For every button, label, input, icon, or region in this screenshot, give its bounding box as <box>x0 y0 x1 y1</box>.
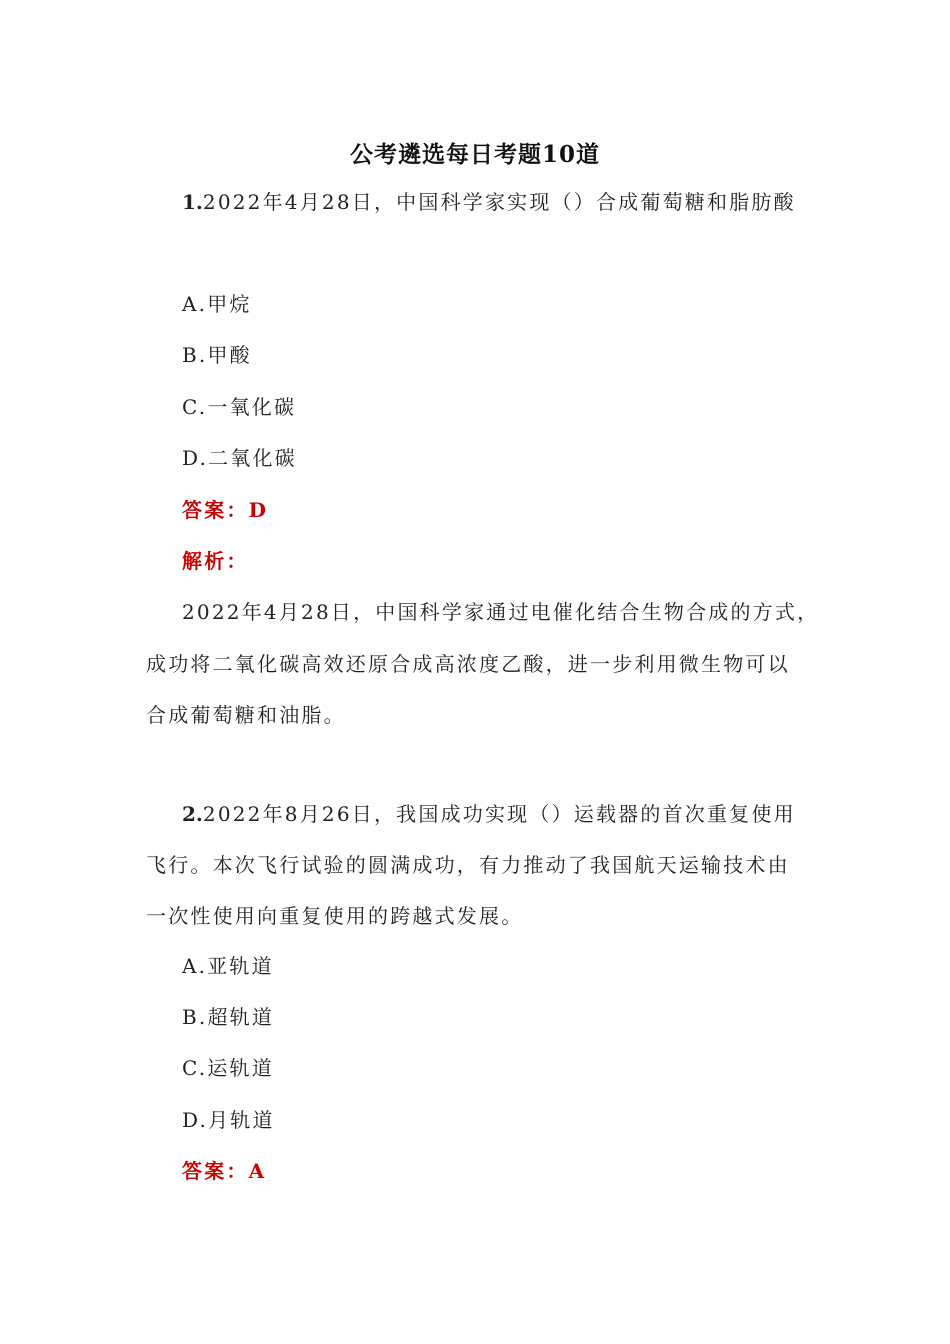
question-1-analysis-line: 成功将二氧化碳高效还原合成高浓度乙酸，进一步利用微生物可以 <box>146 652 790 676</box>
question-1-option-c: C.一氧化碳 <box>182 395 297 419</box>
question-2-option-d: D.月轨道 <box>182 1108 275 1132</box>
question-2-stem-line: 飞行。本次飞行试验的圆满成功，有力推动了我国航天运输技术由 <box>146 853 790 877</box>
question-1-analysis-line: 合成葡萄糖和油脂。 <box>146 703 346 727</box>
question-2-option-a: A.亚轨道 <box>182 954 274 978</box>
question-1-answer: 答案：D <box>182 498 269 522</box>
question-1-option-b: B.甲酸 <box>182 343 252 367</box>
question-2-option-c: C.运轨道 <box>182 1056 274 1080</box>
question-1-stem <box>182 188 796 216</box>
page-title: 公考遴选每日考题10道 <box>349 141 600 168</box>
question-2-option-b: B.超轨道 <box>182 1005 275 1029</box>
question-1-option-d: D.二氧化碳 <box>182 446 297 470</box>
question-1-option-a: A.甲烷 <box>182 292 252 316</box>
question-1-analysis-line: 2022年4月28日，中国科学家通过电催化结合生物合成的方式， <box>182 600 820 624</box>
question-1-text: 2022年4月28日，中国科学家实现（）合成葡萄糖和脂肪酸 <box>202 190 796 214</box>
question-2-answer: 答案：A <box>182 1159 267 1183</box>
question-2-number: 2. <box>182 802 203 826</box>
question-1-analysis-label: 解析： <box>182 549 249 573</box>
question-2-stem <box>182 800 796 828</box>
question-2-stem-line: 一次性使用向重复使用的跨越式发展。 <box>146 904 524 928</box>
question-1-number: 1. <box>182 190 203 214</box>
question-2-text: 2022年8月26日，我国成功实现（）运载器的首次重复使用 <box>202 802 796 826</box>
